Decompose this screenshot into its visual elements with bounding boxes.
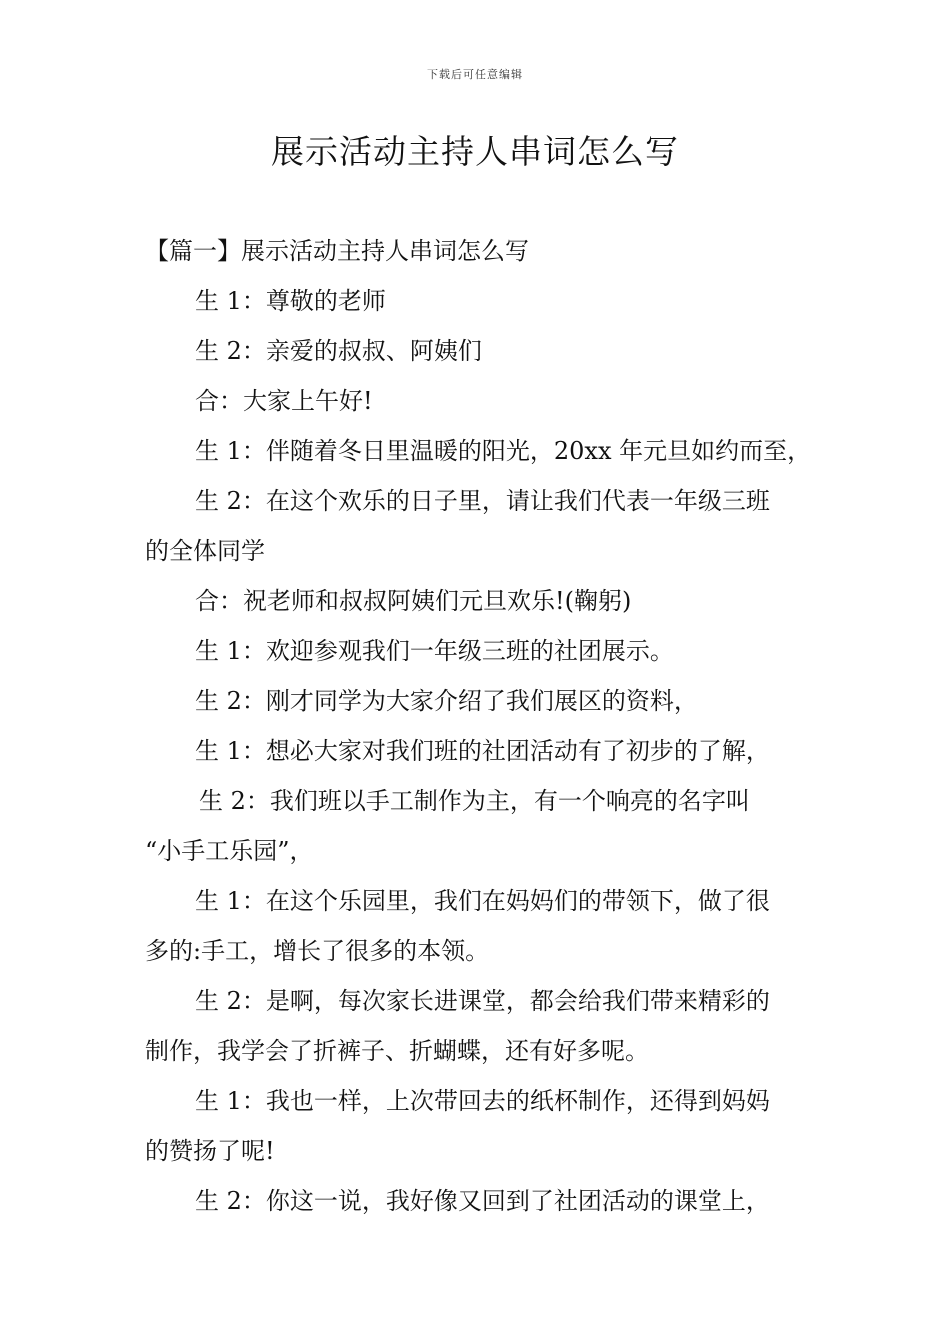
dialogue-line-continuation: 制作，我学会了折裤子、折蝴蝶，还有好多呢。 [145, 1037, 649, 1065]
dialogue-line: 生 1：伴随着冬日里温暖的阳光，20xx 年元旦如约而至， [195, 437, 812, 465]
dialogue-line: 生 2：亲爱的叔叔、阿姨们 [195, 337, 482, 365]
dialogue-line-continuation: 的全体同学 [145, 537, 265, 565]
dialogue-line-continuation: “小手工乐园”， [145, 837, 314, 865]
dialogue-line: 生 2：在这个欢乐的日子里，请让我们代表一年级三班 [195, 487, 770, 515]
dialogue-line-continuation: 的赞扬了呢! [145, 1137, 275, 1165]
dialogue-line: 生 1：在这个乐园里，我们在妈妈们的带领下，做了很 [195, 887, 770, 915]
header-note: 下载后可任意编辑 [427, 68, 523, 81]
dialogue-line: 生 1：尊敬的老师 [195, 287, 386, 315]
dialogue-line: 生 2：你这一说，我好像又回到了社团活动的课堂上， [195, 1187, 770, 1215]
dialogue-line: 生 1：欢迎参观我们一年级三班的社团展示。 [195, 637, 674, 665]
dialogue-line: 生 2：我们班以手工制作为主，有一个响亮的名字叫 [199, 787, 750, 815]
dialogue-line-continuation: 多的:手工，增长了很多的本领。 [145, 937, 490, 965]
dialogue-line: 生 2：刚才同学为大家介绍了我们展区的资料， [195, 687, 698, 715]
section-heading: 【篇一】展示活动主持人串词怎么写 [145, 237, 529, 265]
document-title: 展示活动主持人串词怎么写 [271, 132, 679, 171]
dialogue-line: 生 1：想必大家对我们班的社团活动有了初步的了解， [195, 737, 770, 765]
dialogue-line: 生 1：我也一样，上次带回去的纸杯制作，还得到妈妈 [195, 1087, 770, 1115]
dialogue-line: 合：大家上午好! [195, 387, 373, 415]
document-body [145, 226, 810, 1226]
dialogue-line: 合：祝老师和叔叔阿姨们元旦欢乐!(鞠躬) [195, 587, 632, 615]
dialogue-line: 生 2：是啊，每次家长进课堂，都会给我们带来精彩的 [195, 987, 770, 1015]
